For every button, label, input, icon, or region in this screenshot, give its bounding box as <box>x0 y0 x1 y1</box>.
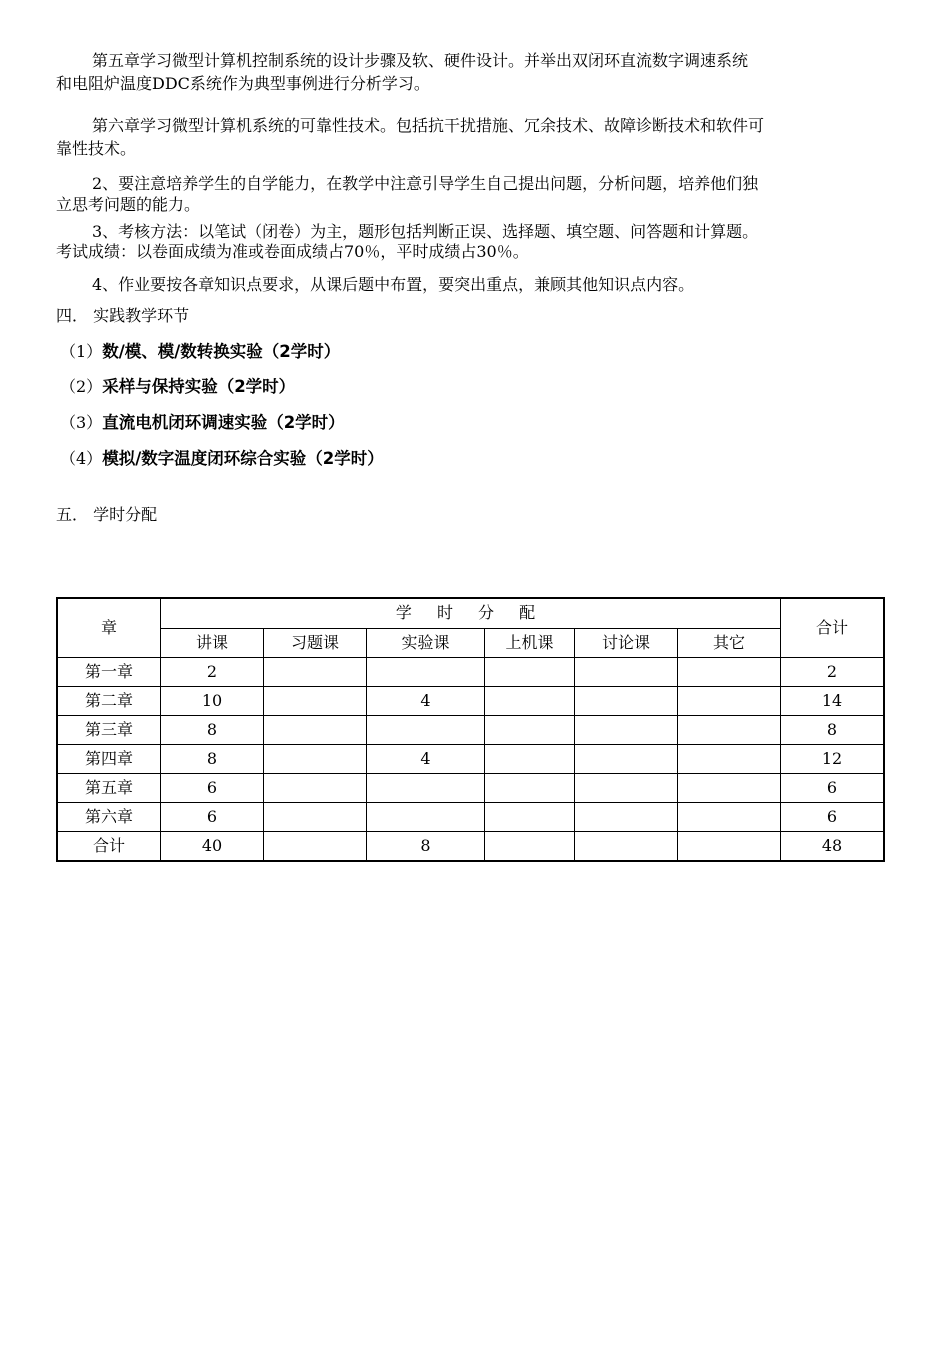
table-cell <box>575 745 678 774</box>
table-cell: 6 <box>161 803 264 832</box>
table-cell <box>264 774 367 803</box>
paragraph-line: 3、考核方法：以笔试（闭卷）为主，题形包括判断正误、选择题、填空题、问答题和计算题。 <box>92 222 759 241</box>
table-cell <box>678 687 781 716</box>
table-cell: 2 <box>161 658 264 687</box>
total-cell: 6 <box>781 803 885 832</box>
table-cell: 10 <box>161 687 264 716</box>
chapter-cell: 第二章 <box>57 687 161 716</box>
table-header-row <box>57 598 884 628</box>
paragraph-line: 第五章学习微型计算机控制系统的设计步骤及软、硬件设计。并举出双闭环直流数字调速系统 <box>92 51 749 70</box>
table-cell <box>575 803 678 832</box>
chapter-cell: 合计 <box>57 832 161 862</box>
table-cell: 6 <box>161 774 264 803</box>
lab-item-3 <box>60 411 345 435</box>
chapter-cell: 第五章 <box>57 774 161 803</box>
table-cell <box>678 803 781 832</box>
table-cell <box>264 716 367 745</box>
table-row <box>57 803 884 832</box>
table-row <box>57 687 884 716</box>
table-cell <box>575 687 678 716</box>
hours-allocation-table <box>56 597 885 862</box>
total-cell: 2 <box>781 658 885 687</box>
table-cell: 8 <box>161 716 264 745</box>
column-header: 讨论课 <box>575 628 678 658</box>
lab-item-2 <box>60 375 295 399</box>
paragraph-item-3 <box>56 222 896 262</box>
lab-item-1 <box>60 340 340 364</box>
lab-number: （1） <box>60 342 103 361</box>
table-cell <box>264 687 367 716</box>
table-cell <box>485 832 575 862</box>
paragraph-item-4 <box>56 273 896 296</box>
table-cell <box>264 745 367 774</box>
column-header: 其它 <box>678 628 781 658</box>
paragraph-line: 第六章学习微型计算机系统的可靠性技术。包括抗干扰措施、冗余技术、故障诊断技术和软件可 <box>92 116 765 135</box>
section-5-title: 五． 学时分配 <box>56 505 158 524</box>
column-header: 实验课 <box>367 628 485 658</box>
table-cell <box>367 774 485 803</box>
table-cell: 4 <box>367 745 485 774</box>
hours-group-header <box>161 598 781 628</box>
total-cell: 6 <box>781 774 885 803</box>
table-cell <box>575 716 678 745</box>
table-cell <box>678 716 781 745</box>
lab-title: 直流电机闭环调速实验（2学时） <box>102 413 345 432</box>
table-cell <box>485 716 575 745</box>
table-cell <box>485 687 575 716</box>
lab-title: 数/模、模/数转换实验（2学时） <box>102 342 341 361</box>
column-header: 讲课 <box>161 628 264 658</box>
paragraph-item-2 <box>56 173 896 215</box>
column-header: 上机课 <box>485 628 575 658</box>
chapter-header: 章 <box>57 598 161 658</box>
lab-number: （3） <box>60 413 103 432</box>
table-cell: 8 <box>367 832 485 862</box>
hours-group-header-text: 学 时 分 配 <box>395 603 546 623</box>
table-cell <box>575 658 678 687</box>
table-cell <box>678 745 781 774</box>
table-cell <box>264 832 367 862</box>
lab-number: （2） <box>60 377 103 396</box>
table-cell <box>575 774 678 803</box>
table-cell: 8 <box>161 745 264 774</box>
chapter-cell: 第一章 <box>57 658 161 687</box>
lab-title: 采样与保持实验（2学时） <box>102 377 296 396</box>
table-row <box>57 745 884 774</box>
table-row <box>57 774 884 803</box>
chapter-cell: 第三章 <box>57 716 161 745</box>
table-cell <box>678 658 781 687</box>
column-header: 习题课 <box>264 628 367 658</box>
paragraph-chapter6 <box>56 114 896 160</box>
paragraph-line: 考试成绩：以卷面成绩为准或卷面成绩占70％，平时成绩占30％。 <box>56 242 529 261</box>
table-cell: 40 <box>161 832 264 862</box>
table-row <box>57 716 884 745</box>
table-total-row <box>57 832 884 862</box>
lab-title: 模拟/数字温度闭环综合实验（2学时） <box>102 449 384 468</box>
section-4-title: 四． 实践教学环节 <box>56 306 190 325</box>
total-cell: 8 <box>781 716 885 745</box>
table-row <box>57 658 884 687</box>
lab-item-4 <box>60 447 384 471</box>
table-subheader-row <box>57 628 884 658</box>
table-cell <box>367 803 485 832</box>
chapter-cell: 第四章 <box>57 745 161 774</box>
total-cell: 12 <box>781 745 885 774</box>
table-cell <box>264 658 367 687</box>
table-cell <box>678 832 781 862</box>
total-cell: 14 <box>781 687 885 716</box>
table-cell <box>264 803 367 832</box>
table-cell <box>485 774 575 803</box>
table-cell <box>678 774 781 803</box>
chapter-cell: 第六章 <box>57 803 161 832</box>
table-cell <box>485 658 575 687</box>
table-cell: 4 <box>367 687 485 716</box>
paragraph-line: 2、要注意培养学生的自学能力，在教学中注意引导学生自己提出问题，分析问题，培养他们独 <box>92 174 759 193</box>
table-cell <box>575 832 678 862</box>
paragraph-line: 4、作业要按各章知识点要求，从课后题中布置，要突出重点，兼顾其他知识点内容。 <box>92 275 695 294</box>
table-cell <box>367 658 485 687</box>
paragraph-chapter5 <box>56 49 896 95</box>
lab-number: （4） <box>60 449 103 468</box>
table-cell <box>485 803 575 832</box>
table-cell <box>485 745 575 774</box>
paragraph-line: 立思考问题的能力。 <box>56 195 201 214</box>
paragraph-line: 和电阻炉温度DDC系统作为典型事例进行分析学习。 <box>56 74 430 93</box>
paragraph-line: 靠性技术。 <box>56 139 137 158</box>
table-cell <box>367 716 485 745</box>
total-header: 合计 <box>781 598 885 658</box>
total-cell: 48 <box>781 832 885 862</box>
